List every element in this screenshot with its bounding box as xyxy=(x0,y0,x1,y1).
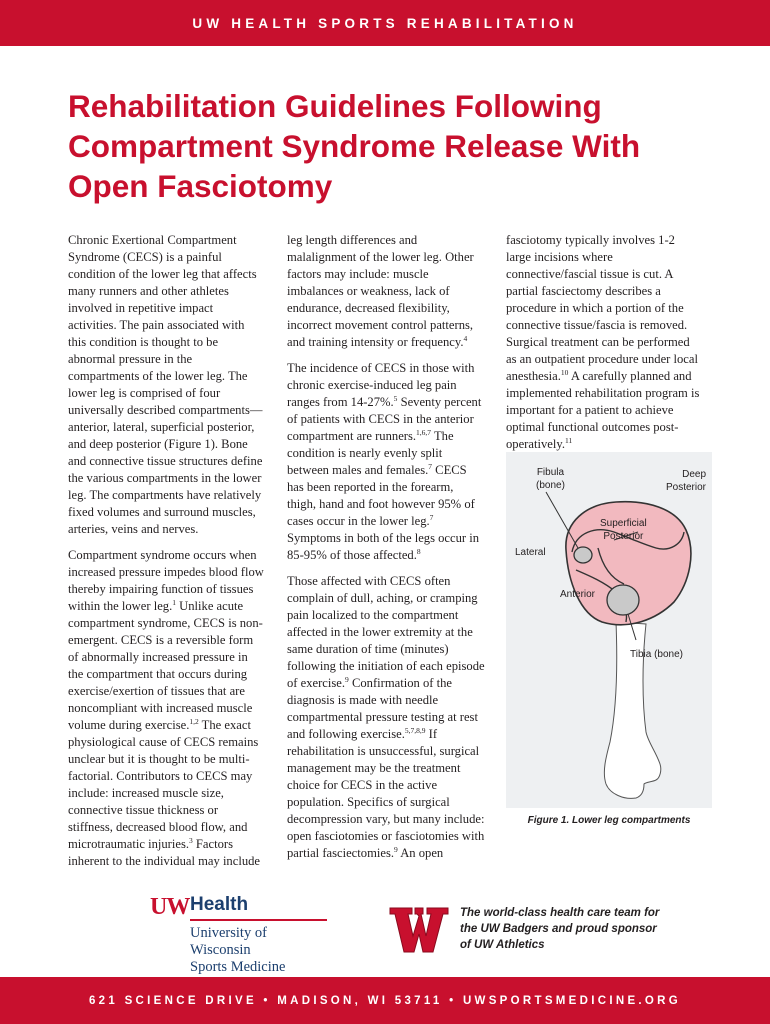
university-name xyxy=(190,925,330,976)
citation: 1 xyxy=(172,597,176,607)
label-text: Superficial xyxy=(600,518,647,529)
deep-posterior-label xyxy=(666,468,706,494)
text-span: A carefully planned and implemented rehabilitation program is important for a patient to achieve optimal functional outcomes post-operatively. xyxy=(506,369,700,451)
w-logo-shape xyxy=(390,908,448,952)
citation: 3 xyxy=(189,835,193,845)
document-title: Rehabilitation Guidelines Following Compartment Syndrome Release With Open Fasciotomy xyxy=(68,88,641,204)
citation: 7 xyxy=(428,461,433,471)
tibia-label: Tibia (bone) xyxy=(630,649,683,660)
university-line: University of Wisconsin xyxy=(190,925,267,958)
lateral-label: Lateral xyxy=(515,547,546,558)
label-text: Posterior xyxy=(665,482,706,493)
fibula-bone xyxy=(574,547,592,563)
tibia-bone xyxy=(607,585,639,615)
motion-w-logo xyxy=(388,898,450,960)
citation: 10 xyxy=(560,367,569,377)
text-span: The exact physiological cause of CECS remains unclear but it is thought to be multi-factorial. Contributors to CECS may include: increased muscle size, connective tissue thickness or stiffness, decreased blood flow, and microtraumatic injuries. xyxy=(68,718,259,851)
text-span: leg length differences and malalignment of the lower leg. Other factors may include: muscle imbalances or weakness, lack of endurance, decreased flexibility, incorrect movement control patterns, and training intensity or frequency. xyxy=(287,233,474,349)
superficial-posterior-label xyxy=(600,517,647,543)
text-span: The incidence of CECS in those with chronic exercise-induced leg pain ranges from 14-27%. xyxy=(287,361,475,409)
text-span: Symptoms in both of the legs occur in 85-95% of those affected. xyxy=(287,531,480,562)
text-span: CECS has been reported in the forearm, thigh, hand and foot however 95% of cases occur in the lower leg. xyxy=(287,463,475,528)
incidence-paragraph xyxy=(287,360,485,564)
header-title: UW HEALTH SPORTS REHABILITATION xyxy=(192,15,578,31)
symptoms-paragraph xyxy=(287,573,485,862)
fibula-label xyxy=(536,466,565,492)
intro-paragraph: Chronic Exertional Compartment Syndrome (CECS) is a painful condition of the lower leg that affects many runners and other athletes involved in repetitive impact activities. The pain associated with this condition is thought to be abnormal pressure in the compartments of the lower leg. The lower leg is comprised of four universally described compartments—anterior, lateral, superficial posterior, and deep posterior (Figure 1). Bone and connective tissue structures define the various compartments in the lower leg. The compartments have relatively fixed volumes and surround muscles, arteries, veins and nerves. xyxy=(68,233,263,536)
text-span: Unlike acute compartment syndrome, CECS is non-emergent. CECS is a reversible form of abnormally increased pressure in the compartment that occurs during exercise/exertion of tissues that are noncompliant with increased muscle volume during exercise. xyxy=(68,599,263,732)
label-text: Posterior xyxy=(603,531,644,542)
citation: 5 xyxy=(393,393,398,403)
logo-divider xyxy=(190,919,327,921)
citation: 11 xyxy=(564,435,573,445)
lower-leg-figure xyxy=(506,452,712,808)
text-span: If rehabilitation is unsuccessful, surgical management may be the treatment choice for CECS in the active population. Specifics of surgical decompression vary, but many include: open fasciotomies or fasciotomies with partial fasciectomies. xyxy=(287,727,485,860)
label-text: Deep xyxy=(682,469,706,480)
citation: 1,6,7 xyxy=(416,427,432,437)
text-span: An open xyxy=(397,846,444,860)
compartment-syndrome-paragraph xyxy=(68,547,264,870)
risk-factors-paragraph xyxy=(287,232,485,351)
column-2 xyxy=(287,232,485,871)
citation: 8 xyxy=(416,546,421,556)
text-span: Those affected with CECS often complain of dull, aching, or cramping pain localized to the compartment affected in the lower extremity at the same duration of time (minutes) following the initiation of each episode of exercise. xyxy=(287,574,485,690)
uw-health-logo xyxy=(150,894,330,975)
tagline: The world-class health care team for the UW Badgers and proud sponsor of UW Athletics xyxy=(460,907,660,951)
citation: 9 xyxy=(394,844,398,854)
label-text: Fibula xyxy=(536,467,565,478)
citation: 5,7,8,9 xyxy=(404,725,426,735)
leader-line xyxy=(546,492,578,548)
column-1 xyxy=(68,232,264,879)
header-banner xyxy=(0,0,770,46)
university-line: Sports Medicine xyxy=(190,959,286,975)
text-span: Compartment syndrome occurs when increased pressure impedes blood flow thereby impairing function of tissues within the lower leg. xyxy=(68,548,264,613)
citation: 1,2 xyxy=(189,716,199,726)
footer-address: 621 SCIENCE DRIVE • MADISON, WI 53711 • UWSPORTSMEDICINE.ORG xyxy=(88,994,682,1007)
text-span: Confirmation of the diagnosis is made with needle compartmental pressure testing at rest and following exercise. xyxy=(287,676,478,741)
uw-mark: UW xyxy=(150,894,190,920)
column-3 xyxy=(506,232,702,462)
footer-banner xyxy=(0,977,770,1024)
citation: 7 xyxy=(429,512,434,522)
anterior-label: Anterior xyxy=(560,589,596,600)
lower-leg-illustration xyxy=(506,452,712,808)
text-span: The condition is nearly evenly split between males and females. xyxy=(287,429,454,477)
surgery-paragraph xyxy=(506,232,702,453)
citation: 9 xyxy=(345,674,349,684)
text-span: Seventy percent of patients with CECS in the anterior compartment are runners. xyxy=(287,395,482,443)
text-span: fasciotomy typically involves 1-2 large incisions where connective/fascial tissue is cut. A partial fasciectomy describes a procedure in which a portion of the connective tissue/fascia is removed. Surgical treatment can be performed as an outpatient procedure under local anesthesia. xyxy=(506,233,698,383)
figure-caption: Figure 1. Lower leg compartments xyxy=(527,815,691,826)
text-span: Factors inherent to the individual may include xyxy=(68,837,261,868)
label-text: (bone) xyxy=(536,480,565,491)
citation: 4 xyxy=(463,333,468,343)
health-wordmark: Health xyxy=(190,894,249,915)
